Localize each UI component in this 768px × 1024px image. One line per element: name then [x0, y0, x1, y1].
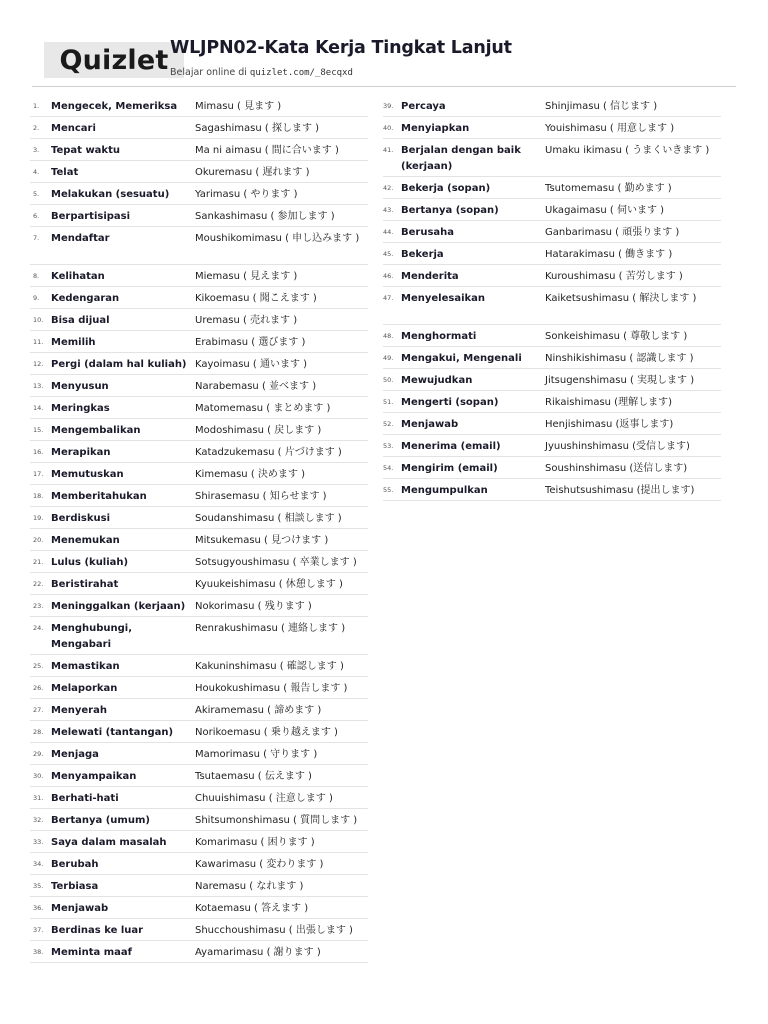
term-definition: Youishimasu ( 用意します )	[545, 123, 675, 134]
term-definition: Ganbarimasu ( 頑張ります )	[545, 227, 680, 238]
term-definition: Hatarakimasu ( 働きます )	[545, 249, 673, 260]
term-list-left	[30, 95, 368, 963]
term-number: 43.	[383, 206, 394, 214]
term-row	[30, 809, 368, 831]
term-row	[30, 655, 368, 677]
term-number: 12.	[33, 360, 44, 368]
term-number: 25.	[33, 662, 44, 670]
term-row	[383, 265, 721, 287]
quizlet-logo[interactable]	[44, 42, 184, 78]
term-number: 10.	[33, 316, 44, 324]
term-word: Menjawab	[51, 903, 109, 914]
term-word: Pergi (dalam hal kuliah)	[51, 359, 187, 370]
term-row	[30, 287, 368, 309]
term-definition: Umaku ikimasu ( うまくいきます )	[545, 145, 710, 156]
term-number: 42.	[383, 184, 394, 192]
term-row	[30, 183, 368, 205]
term-definition: Matomemasu ( まとめます )	[195, 403, 331, 414]
term-word: Meminta maaf	[51, 947, 132, 958]
term-definition: Kuroushimasu ( 苦労します )	[545, 271, 683, 282]
term-word: Menjaga	[51, 749, 99, 760]
term-number: 8.	[33, 272, 40, 280]
term-row	[383, 347, 721, 369]
term-word: Menghormati	[401, 331, 477, 342]
term-word: Bertanya (umum)	[51, 815, 150, 826]
term-number: 52.	[383, 420, 394, 428]
term-row	[30, 227, 368, 265]
term-row	[30, 419, 368, 441]
term-definition: Miemasu ( 見えます )	[195, 271, 298, 282]
term-number: 13.	[33, 382, 44, 390]
term-row	[383, 177, 721, 199]
logo-text: Quizlet	[59, 44, 169, 76]
set-url-link[interactable]: quizlet.com/_8ecqxd	[249, 68, 353, 78]
term-definition: Yarimasu ( やります )	[195, 189, 298, 200]
term-word: Percaya	[401, 101, 446, 112]
term-row	[383, 243, 721, 265]
term-definition: Mitsukemasu ( 見つけます )	[195, 535, 329, 546]
term-word: Menghubungi, Mengabari	[51, 623, 133, 650]
term-word: Menyampaikan	[51, 771, 137, 782]
term-word: Menemukan	[51, 535, 120, 546]
term-row	[383, 287, 721, 325]
term-word: Menyiapkan	[401, 123, 470, 134]
term-row	[30, 309, 368, 331]
term-row	[30, 507, 368, 529]
term-definition: Nokorimasu ( 残ります )	[195, 601, 312, 612]
term-row	[30, 441, 368, 463]
term-definition: Ninshikishimasu ( 認識します )	[545, 353, 694, 364]
term-word: Menyerah	[51, 705, 107, 716]
term-definition: Sankashimasu ( 参加します )	[195, 211, 335, 222]
term-word: Meninggalkan (kerjaan)	[51, 601, 186, 612]
term-definition: Okuremasu ( 遅れます )	[195, 167, 310, 178]
term-word: Bekerja	[401, 249, 444, 260]
term-word: Lulus (kuliah)	[51, 557, 129, 568]
term-definition: Shirasemasu ( 知らせます )	[195, 491, 327, 502]
term-word: Telat	[51, 167, 79, 178]
term-row	[30, 765, 368, 787]
set-title: WLJPN02-Kata Kerja Tingkat Lanjut	[170, 38, 512, 58]
term-word: Mewujudkan	[401, 375, 473, 386]
term-number: 50.	[383, 376, 394, 384]
term-definition: Ma ni aimasu ( 間に合います )	[195, 145, 339, 156]
term-row	[383, 117, 721, 139]
term-number: 19.	[33, 514, 44, 522]
term-number: 5.	[33, 190, 40, 198]
term-word: Bisa dijual	[51, 315, 110, 326]
term-number: 6.	[33, 212, 40, 220]
term-number: 39.	[383, 102, 394, 110]
page-header	[32, 36, 736, 86]
term-row	[30, 919, 368, 941]
term-number: 44.	[383, 228, 394, 236]
term-row	[383, 457, 721, 479]
term-list-right	[383, 95, 721, 501]
term-definition: Mimasu ( 見ます )	[195, 101, 282, 112]
term-number: 11.	[33, 338, 44, 346]
term-number: 47.	[383, 294, 394, 302]
term-row	[30, 743, 368, 765]
term-definition: Rikaishimasu (理解します)	[545, 397, 672, 408]
term-definition: Uremasu ( 売れます )	[195, 315, 298, 326]
term-definition: Soushinshimasu (送信します)	[545, 463, 688, 474]
term-definition: Shucchoushimasu ( 出張します )	[195, 925, 353, 936]
term-row	[30, 375, 368, 397]
term-word: Bekerja (sopan)	[401, 183, 491, 194]
term-word: Berpartisipasi	[51, 211, 131, 222]
term-definition: Naremasu ( なれます )	[195, 881, 304, 892]
term-number: 27.	[33, 706, 44, 714]
term-definition: Shinjimasu ( 信じます )	[545, 101, 658, 112]
term-definition: Kyuukeishimasu ( 休憩します )	[195, 579, 343, 590]
term-row	[30, 617, 368, 655]
term-number: 41.	[383, 146, 394, 154]
term-word: Mengembalikan	[51, 425, 141, 436]
term-number: 14.	[33, 404, 44, 412]
term-word: Berusaha	[401, 227, 455, 238]
term-row	[30, 551, 368, 573]
term-number: 48.	[383, 332, 394, 340]
term-number: 55.	[383, 486, 394, 494]
term-row	[30, 205, 368, 227]
term-word: Meringkas	[51, 403, 110, 414]
term-word: Tepat waktu	[51, 145, 120, 156]
term-word: Memilih	[51, 337, 96, 348]
term-definition: Kikoemasu ( 聞こえます )	[195, 293, 317, 304]
term-word: Terbiasa	[51, 881, 99, 892]
term-row	[30, 463, 368, 485]
term-definition: Henjishimasu (返事します)	[545, 419, 674, 430]
term-number: 20.	[33, 536, 44, 544]
term-word: Mengakui, Mengenali	[401, 353, 522, 364]
term-row	[30, 677, 368, 699]
term-number: 21.	[33, 558, 44, 566]
term-word: Berubah	[51, 859, 99, 870]
term-row	[383, 199, 721, 221]
term-row	[30, 897, 368, 919]
term-word: Mengecek, Memeriksa	[51, 101, 178, 112]
term-definition: Shitsumonshimasu ( 質問します )	[195, 815, 358, 826]
term-row	[383, 435, 721, 457]
term-definition: Kawarimasu ( 変わります )	[195, 859, 324, 870]
term-definition: Houkokushimasu ( 報告します )	[195, 683, 348, 694]
term-number: 22.	[33, 580, 44, 588]
term-word: Menderita	[401, 271, 459, 282]
term-word: Melewati (tantangan)	[51, 727, 174, 738]
term-word: Kelihatan	[51, 271, 105, 282]
term-definition: Narabemasu ( 並べます )	[195, 381, 317, 392]
term-word: Menjawab	[401, 419, 459, 430]
term-row	[30, 265, 368, 287]
term-row	[30, 853, 368, 875]
term-definition: Chuuishimasu ( 注意します )	[195, 793, 333, 804]
term-definition: Ayamarimasu ( 謝ります )	[195, 947, 321, 958]
term-number: 53.	[383, 442, 394, 450]
term-definition: Sonkeishimasu ( 尊敬します )	[545, 331, 688, 342]
term-definition: Kimemasu ( 決めます )	[195, 469, 305, 480]
term-number: 23.	[33, 602, 44, 610]
term-word: Berjalan dengan baik (kerjaan)	[401, 145, 521, 172]
term-number: 16.	[33, 448, 44, 456]
term-row	[30, 161, 368, 183]
term-word: Berdinas ke luar	[51, 925, 144, 936]
term-number: 18.	[33, 492, 44, 500]
term-word: Memutuskan	[51, 469, 124, 480]
term-word: Memastikan	[51, 661, 120, 672]
term-row	[30, 139, 368, 161]
term-word: Melakukan (sesuatu)	[51, 189, 170, 200]
term-number: 37.	[33, 926, 44, 934]
term-number: 17.	[33, 470, 44, 478]
subtitle-prefix: Belajar online di	[170, 67, 247, 78]
term-word: Mengumpulkan	[401, 485, 488, 496]
term-number: 3.	[33, 146, 40, 154]
term-number: 9.	[33, 294, 40, 302]
term-word: Berhati-hati	[51, 793, 119, 804]
term-row	[30, 875, 368, 897]
term-number: 2.	[33, 124, 40, 132]
term-row	[30, 573, 368, 595]
term-definition: Ukagaimasu ( 伺います )	[545, 205, 665, 216]
term-number: 24.	[33, 624, 44, 632]
term-definition: Moushikomimasu ( 申し込みます )	[195, 233, 360, 244]
term-definition: Kaiketsushimasu ( 解決します )	[545, 293, 697, 304]
term-word: Merapikan	[51, 447, 111, 458]
term-word: Mengirim (email)	[401, 463, 498, 474]
term-row	[30, 529, 368, 551]
term-definition: Tsutomemasu ( 勤めます )	[545, 183, 672, 194]
term-definition: Kakuninshimasu ( 確認します )	[195, 661, 344, 672]
term-number: 34.	[33, 860, 44, 868]
term-number: 30.	[33, 772, 44, 780]
term-word: Menyelesaikan	[401, 293, 486, 304]
term-number: 28.	[33, 728, 44, 736]
term-number: 54.	[383, 464, 394, 472]
term-number: 40.	[383, 124, 394, 132]
term-row	[30, 941, 368, 963]
term-row	[30, 331, 368, 353]
term-definition: Sagashimasu ( 探します )	[195, 123, 320, 134]
term-number: 38.	[33, 948, 44, 956]
term-word: Mencari	[51, 123, 96, 134]
term-number: 31.	[33, 794, 44, 802]
term-row	[30, 353, 368, 375]
term-word: Saya dalam masalah	[51, 837, 167, 848]
term-word: Kedengaran	[51, 293, 120, 304]
term-row	[383, 221, 721, 243]
header-divider	[32, 86, 736, 87]
term-definition: Kotaemasu ( 答えます )	[195, 903, 309, 914]
term-word: Beristirahat	[51, 579, 119, 590]
term-word: Memberitahukan	[51, 491, 147, 502]
term-row	[30, 595, 368, 617]
term-number: 46.	[383, 272, 394, 280]
term-row	[30, 699, 368, 721]
term-number: 35.	[33, 882, 44, 890]
term-row	[30, 397, 368, 419]
term-definition: Modoshimasu ( 戻します )	[195, 425, 322, 436]
set-subtitle	[170, 67, 353, 78]
term-row	[30, 721, 368, 743]
term-row	[30, 117, 368, 139]
term-word: Mengerti (sopan)	[401, 397, 499, 408]
term-number: 29.	[33, 750, 44, 758]
term-word: Menyusun	[51, 381, 109, 392]
term-row	[30, 95, 368, 117]
term-number: 36.	[33, 904, 44, 912]
term-word: Melaporkan	[51, 683, 118, 694]
term-row	[30, 485, 368, 507]
term-definition: Katadzukemasu ( 片づけます )	[195, 447, 342, 458]
term-definition: Teishutsushimasu (提出します)	[545, 485, 695, 496]
term-definition: Renrakushimasu ( 連絡します )	[195, 623, 346, 634]
term-number: 33.	[33, 838, 44, 846]
term-row	[383, 139, 721, 177]
term-number: 26.	[33, 684, 44, 692]
term-number: 49.	[383, 354, 394, 362]
term-definition: Tsutaemasu ( 伝えます )	[195, 771, 312, 782]
term-row	[383, 479, 721, 501]
term-number: 32.	[33, 816, 44, 824]
term-number: 7.	[33, 234, 40, 242]
term-row	[30, 787, 368, 809]
term-number: 45.	[383, 250, 394, 258]
term-definition: Mamorimasu ( 守ります )	[195, 749, 318, 760]
term-number: 4.	[33, 168, 40, 176]
term-definition: Akiramemasu ( 諦めます )	[195, 705, 322, 716]
term-definition: Sotsugyoushimasu ( 卒業します )	[195, 557, 357, 568]
term-row	[383, 325, 721, 347]
term-row	[383, 413, 721, 435]
term-row	[383, 369, 721, 391]
term-row	[383, 391, 721, 413]
term-word: Bertanya (sopan)	[401, 205, 499, 216]
term-word: Menerima (email)	[401, 441, 501, 452]
term-row	[30, 831, 368, 853]
term-definition: Norikoemasu ( 乗り越えます )	[195, 727, 338, 738]
term-word: Mendaftar	[51, 233, 110, 244]
term-definition: Jitsugenshimasu ( 実現します )	[545, 375, 695, 386]
term-definition: Soudanshimasu ( 相談します )	[195, 513, 342, 524]
term-number: 51.	[383, 398, 394, 406]
term-row	[383, 95, 721, 117]
term-number: 1.	[33, 102, 40, 110]
term-definition: Jyuushinshimasu (受信します)	[545, 441, 690, 452]
term-word: Berdiskusi	[51, 513, 111, 524]
term-definition: Kayoimasu ( 通います )	[195, 359, 308, 370]
term-definition: Komarimasu ( 困ります )	[195, 837, 315, 848]
term-number: 15.	[33, 426, 44, 434]
term-definition: Erabimasu ( 選びます )	[195, 337, 306, 348]
